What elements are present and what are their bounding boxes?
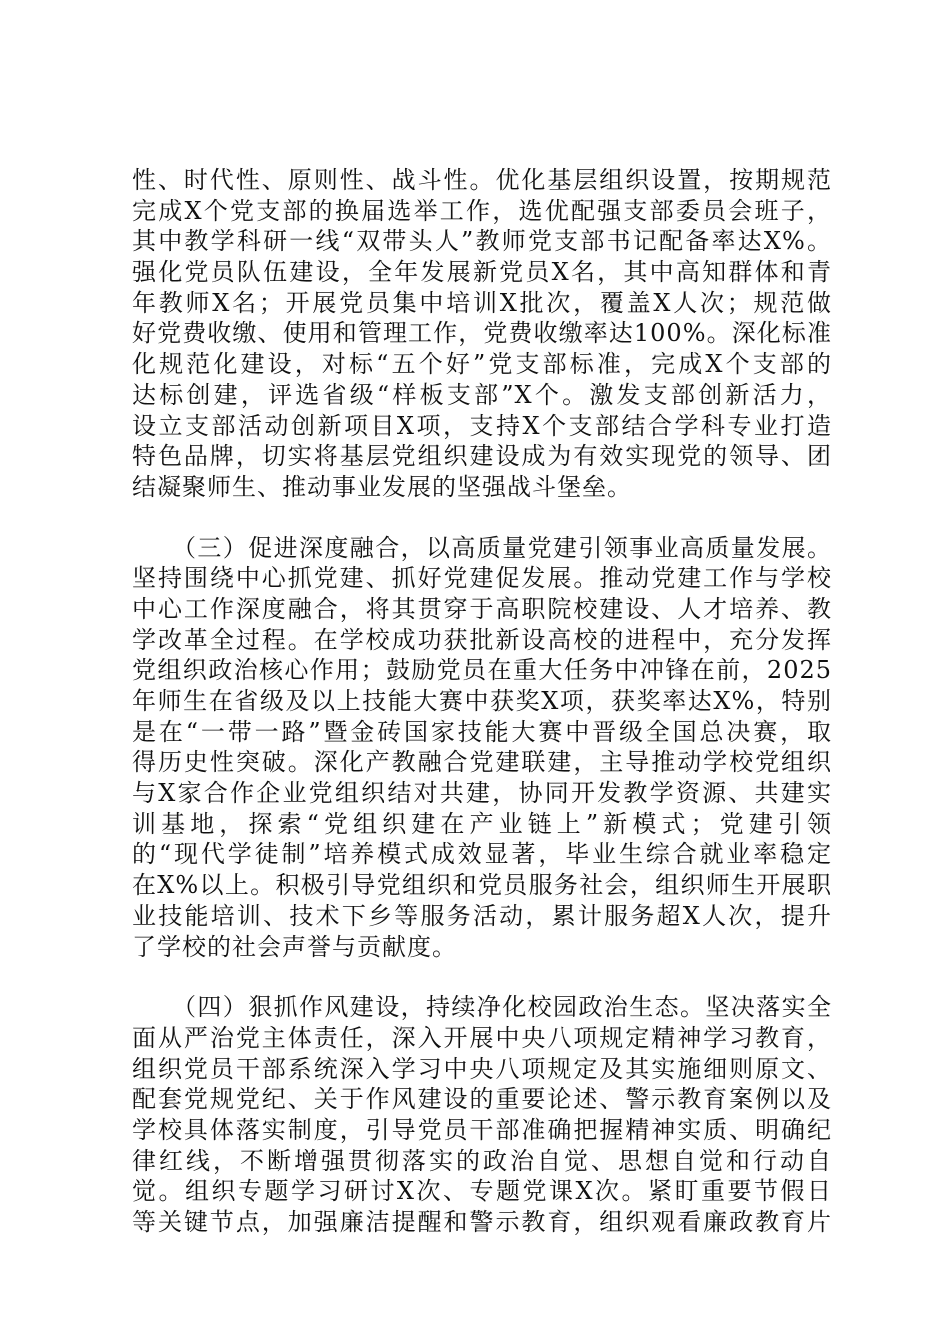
text-line: 化规范化建设，对标“五个好”党支部标准，完成X个支部的 — [132, 350, 832, 379]
text-line: 等关键节点，加强廉洁提醒和警示教育，组织观看廉政教育片 — [132, 1208, 832, 1236]
text-line: 年师生在省级及以上技能大赛中获奖X项，获奖率达X%，特别 — [132, 687, 832, 715]
text-line: 好党费收缴、使用和管理工作，党费收缴率达100%。深化标准 — [132, 319, 832, 348]
text-line: 完成X个党支部的换届选举工作，选优配强支部委员会班子， — [132, 196, 832, 225]
text-line: 与X家合作企业党组织结对共建，协同开发教学资源、共建实 — [132, 779, 832, 808]
text-line: （四）狠抓作风建设，持续净化校园政治生态。坚决落实全 — [172, 993, 832, 1022]
text-line: 律红线，不断增强贯彻落实的政治自觉、思想自觉和行动自 — [132, 1146, 832, 1175]
paragraph-2 — [132, 533, 832, 963]
text-line: 性、时代性、原则性、战斗性。优化基层组织设置，按期规范 — [132, 166, 832, 194]
text-line: 训基地，探索“党组织建在产业链上”新模式；党建引领 — [132, 809, 832, 838]
text-line: 的“现代学徒制”培养模式成效显著，毕业生综合就业率稳定 — [132, 840, 832, 869]
text-line: 强化党员队伍建设，全年发展新党员X名，其中高知群体和青 — [132, 258, 832, 287]
paragraph-3 — [132, 992, 832, 1238]
text-line: 年教师X名；开展党员集中培训X批次，覆盖X人次；规范做 — [132, 288, 832, 317]
paragraph-1 — [132, 165, 832, 503]
text-line: 面从严治党主体责任，深入开展中央八项规定精神学习教育， — [132, 1023, 832, 1052]
text-line: 设立支部活动创新项目X项，支持X个支部结合学科专业打造 — [132, 411, 832, 440]
text-line: 中心工作深度融合，将其贯穿于高职院校建设、人才培养、教 — [132, 594, 832, 623]
document-page — [132, 165, 832, 1238]
text-line: （三）促进深度融合，以高质量党建引领事业高质量发展。 — [172, 533, 832, 562]
text-line: 坚持围绕中心抓党建、抓好党建促发展。推动党建工作与学校 — [132, 564, 832, 593]
paragraph-spacer — [132, 962, 832, 992]
text-line: 配套党规党纪、关于作风建设的重要论述、警示教育案例以及 — [132, 1085, 832, 1114]
text-line: 结凝聚师生、推动事业发展的坚强战斗堡垒。 — [132, 472, 632, 501]
text-line: 党组织政治核心作用；鼓励党员在重大任务中冲锋在前，2025 — [132, 656, 832, 685]
paragraph-spacer — [132, 503, 832, 533]
text-line: 在X%以上。积极引导党组织和党员服务社会，组织师生开展职 — [132, 871, 832, 900]
text-line: 了学校的社会声誉与贡献度。 — [132, 932, 457, 961]
text-line: 是在“一带一路”暨金砖国家技能大赛中晋级全国总决赛，取 — [132, 717, 832, 746]
text-line: 业技能培训、技术下乡等服务活动，累计服务超X人次，提升 — [132, 901, 832, 930]
text-line: 特色品牌，切实将基层党组织建设成为有效实现党的领导、团 — [132, 442, 832, 471]
text-line: 组织党员干部系统深入学习中央八项规定及其实施细则原文、 — [132, 1054, 832, 1083]
text-line: 学校具体落实制度，引导党员干部准确把握精神实质、明确纪 — [132, 1115, 832, 1144]
text-line: 觉。组织专题学习研讨X次、专题党课X次。紧盯重要节假日 — [132, 1177, 832, 1206]
text-line: 学改革全过程。在学校成功获批新设高校的进程中，充分发挥 — [132, 625, 832, 654]
text-line: 达标创建，评选省级“样板支部”X个。激发支部创新活力， — [132, 380, 832, 409]
text-line: 其中教学科研一线“双带头人”教师党支部书记配备率达X%。 — [132, 227, 832, 256]
text-line: 得历史性突破。深化产教融合党建联建，主导推动学校党组织 — [132, 748, 832, 777]
